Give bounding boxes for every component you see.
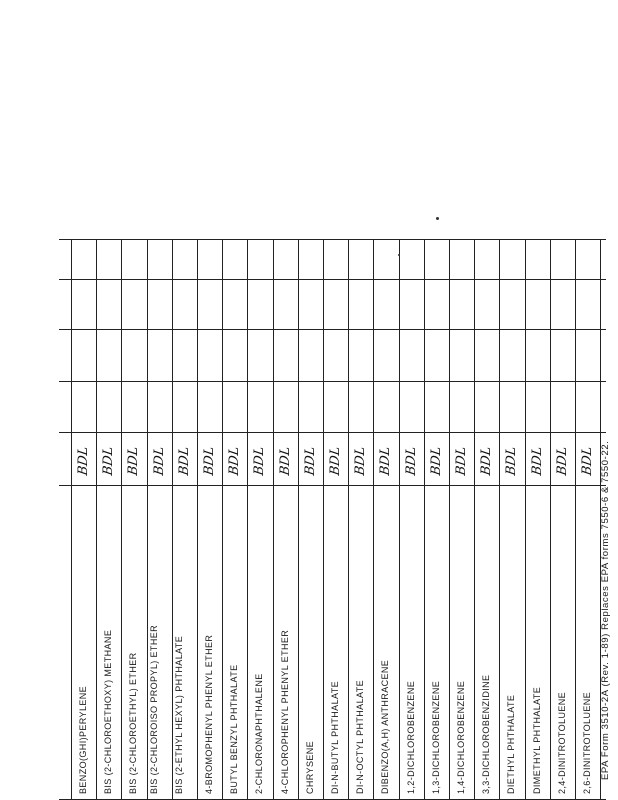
column-divider (59, 381, 606, 382)
pollutant-name: BIS (2-CHLOROETHOXY) METHANE (103, 629, 114, 794)
pollutant-name: BIS (2-CHLOROETHYL) ETHER (128, 652, 139, 794)
pollutant-name: BENZO(GHI)PERYLENE (78, 685, 88, 794)
pollutant-name: DIETHYL PHTHALATE (506, 694, 517, 794)
handwritten-value: BDL (403, 445, 419, 477)
handwritten-value: BDL (75, 445, 91, 477)
handwritten-value: BDL (453, 445, 469, 477)
row-divider (348, 240, 349, 800)
handwritten-value: BDL (100, 445, 116, 477)
row-divider (147, 240, 148, 800)
handwritten-value: BDL (327, 445, 343, 477)
pollutant-name: 4-BROMOPHENYL PHENYL ETHER (204, 634, 214, 794)
row-divider (96, 240, 97, 800)
row-divider (424, 240, 425, 800)
handwritten-value: BDL (201, 445, 217, 477)
handwritten-value: BDL (226, 445, 242, 477)
pollutant-name: 4-CHLOROPHENYL PHENYL ETHER (279, 629, 290, 794)
pollutant-table (0, 240, 618, 800)
pollutant-name: 1,2-DICHLOROBENZENE (405, 680, 416, 794)
row-divider (575, 240, 576, 800)
pollutant-name: DI-N-OCTYL PHTHALATE (355, 679, 366, 794)
row-divider (298, 240, 299, 800)
column-divider (59, 485, 606, 486)
pollutant-name: 1,3-DICHLOROBENZENE (430, 680, 441, 794)
pollutant-name: DI-N-BUTYL PHTHALATE (330, 680, 340, 794)
pollutant-name: BUTYL BENZYL PHTHALATE (229, 664, 240, 794)
handwritten-value: BDL (579, 445, 595, 477)
row-divider (499, 240, 500, 800)
row-divider (121, 240, 122, 800)
pollutant-name: DIMETHYL PHTHALATE (531, 686, 542, 794)
row-divider (197, 240, 198, 800)
pollutant-name: 3,3-DICHLOROBENZIDINE (481, 674, 492, 794)
column-divider (59, 432, 606, 433)
handwritten-value: BDL (478, 445, 494, 477)
row-divider (474, 240, 475, 800)
row-divider (373, 240, 374, 800)
column-divider (59, 239, 606, 240)
handwritten-value: BDL (352, 445, 368, 477)
pollutant-name: 1,4-DICHLOROBENZENE (456, 680, 466, 794)
handwritten-value: BDL (554, 445, 570, 477)
row-divider (247, 240, 248, 800)
row-divider (449, 240, 450, 800)
scan-speck (436, 217, 439, 220)
row-divider (172, 240, 173, 800)
handwritten-value: BDL (277, 445, 293, 477)
row-divider (71, 240, 72, 800)
row-divider (222, 240, 223, 800)
pollutant-name: 2,6-DINITROTOLUENE (582, 691, 592, 794)
handwritten-value: BDL (151, 445, 167, 477)
row-divider (273, 240, 274, 800)
handwritten-value: BDL (503, 445, 519, 477)
row-divider (399, 240, 400, 800)
scan-speck (398, 254, 400, 256)
handwritten-value: BDL (529, 445, 545, 477)
column-divider (59, 279, 606, 280)
pollutant-name: 2,4-DINITROTOLUENE (556, 691, 567, 794)
column-divider (59, 329, 606, 330)
row-divider (323, 240, 324, 800)
handwritten-value: BDL (251, 445, 267, 477)
pollutant-name: DIBENZO(A,H) ANTHRACENE (380, 659, 391, 794)
row-divider (550, 240, 551, 800)
handwritten-value: BDL (125, 445, 141, 477)
pollutant-name: 2-CHLORONAPHTHALENE (254, 673, 265, 794)
pollutant-name: BIS (2-CHLOROISO PROPYL) ETHER (148, 624, 159, 794)
handwritten-value: BDL (176, 445, 192, 477)
pollutant-name: BIS (2-ETHYL HEXYL) PHTHALATE (173, 635, 184, 794)
handwritten-value: BDL (428, 445, 444, 477)
pollutant-name: CHRYSENE (304, 740, 315, 794)
row-divider (525, 240, 526, 800)
handwritten-value: BDL (377, 445, 393, 477)
form-footer: EPA Form 3510-2A (Rev. 1-89) Replaces EPA forms 7550-6 & 7550-22. (600, 440, 611, 780)
handwritten-value: BDL (302, 445, 318, 477)
